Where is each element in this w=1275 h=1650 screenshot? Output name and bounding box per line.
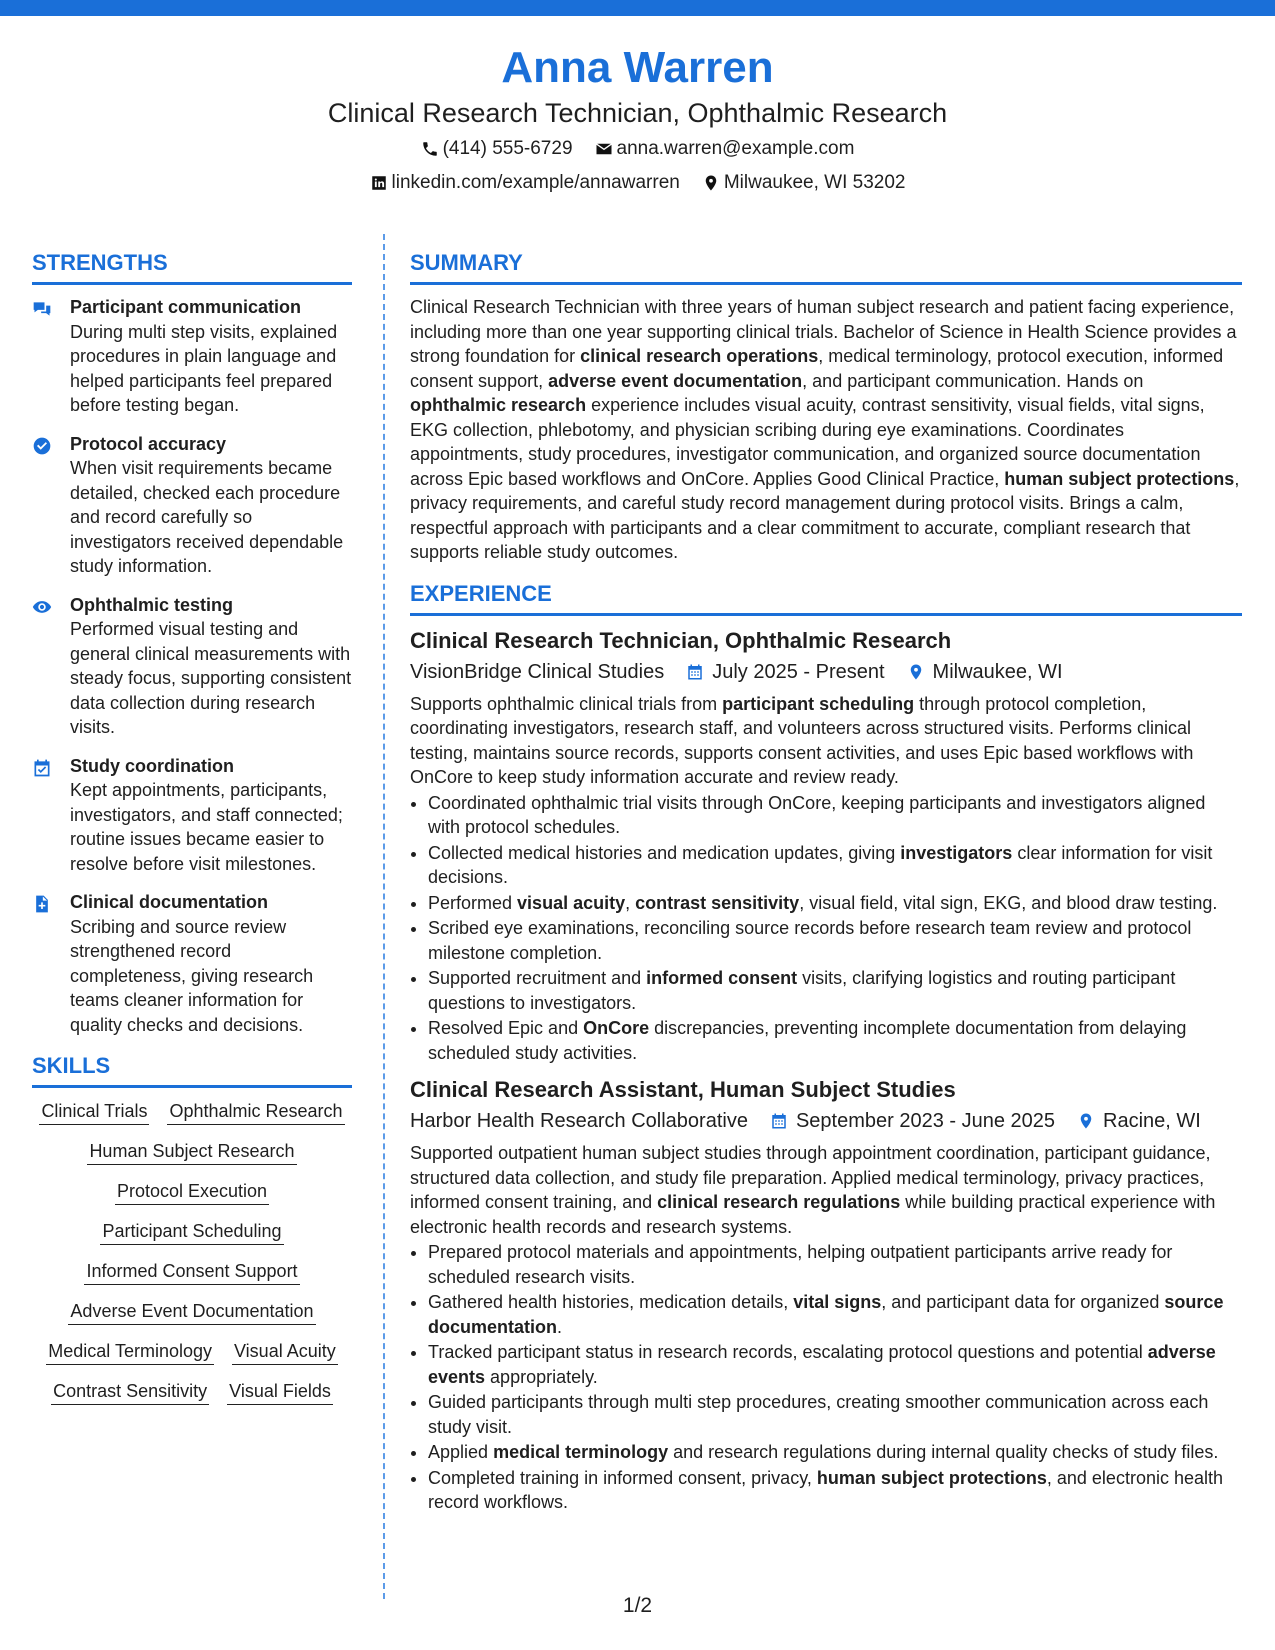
bold-text: OnCore	[583, 1018, 650, 1038]
strength-item	[32, 593, 352, 740]
skill-tag: Human Subject Research	[87, 1138, 296, 1165]
bullet-item	[428, 966, 1242, 1015]
bold-text: participant scheduling	[722, 693, 915, 714]
email-contact[interactable]	[595, 134, 855, 164]
bold-text: vital signs	[793, 1292, 882, 1312]
text-segment: Gathered health histories, medication details,	[428, 1292, 794, 1312]
text-segment: Scribed eye examinations, reconciling source records before research team review and protocol milestone completion.	[428, 918, 1192, 963]
bold-text: adverse event documentation	[548, 370, 803, 391]
skill-tag: Adverse Event Documentation	[68, 1298, 315, 1325]
bullet-item	[428, 1340, 1242, 1389]
candidate-name: Anna Warren	[501, 43, 774, 92]
skill-tag: Visual Acuity	[232, 1338, 338, 1365]
skill-tag: Protocol Execution	[115, 1178, 269, 1205]
experience-heading: EXPERIENCE	[410, 579, 1242, 616]
file-plus-icon	[32, 894, 52, 914]
candidate-title: Clinical Research Technician, Ophthalmic Research	[327, 98, 948, 128]
page-number: 1/2	[622, 1594, 653, 1617]
bold-text: informed consent	[646, 968, 798, 988]
bullet-item	[428, 1240, 1242, 1289]
text-segment: Clinical Research Technician with three years of human subject research and patient facing experience, including more than one year supporting clinical trials. Bachelor of Science in Health Science provides a strong foundation for	[410, 297, 1237, 366]
bullet-item	[428, 916, 1242, 965]
summary-text	[410, 295, 1242, 565]
text-segment: Supported outpatient human subject studies through appointment coordination, participant guidance, structured data collection, and study file preparation. Applied medical terminology, privacy practices, informed consent training, and	[410, 1143, 1211, 1212]
bold-text: human subject protections	[1004, 468, 1235, 489]
job-meta	[410, 656, 1242, 688]
job-company: Harbor Health Research Collaborative	[410, 1110, 748, 1132]
phone-text: (414) 555-6729	[442, 138, 573, 159]
summary-heading: SUMMARY	[410, 248, 1242, 285]
check-circle-icon	[32, 436, 52, 456]
job-dates: September 2023 - June 2025	[795, 1110, 1056, 1132]
job-title: Clinical Research Technician, Ophthalmic Research	[410, 627, 952, 653]
text-segment: Resolved Epic and	[428, 1018, 584, 1038]
job-bullets	[410, 791, 1242, 1066]
envelope-icon	[595, 140, 613, 158]
strength-title: Participant communication	[70, 297, 302, 317]
strengths-heading: STRENGTHS	[32, 248, 352, 285]
strength-text: During multi step visits, explained procedures in plain language and helped participants feel prepared before testing began.	[70, 321, 338, 415]
calendar-icon	[770, 1112, 788, 1130]
contact-row-2	[0, 168, 1275, 198]
text-segment: , visual field, vital sign, EKG, and blood draw testing.	[799, 892, 1218, 913]
phone-icon	[421, 140, 439, 158]
strength-item	[32, 295, 352, 418]
text-segment: Prepared protocol materials and appointments, helping outpatient participants arrive ready for scheduled research visits.	[428, 1242, 1173, 1287]
strength-item	[32, 432, 352, 579]
bullet-item	[428, 1290, 1242, 1339]
text-segment: clear information for visit decisions.	[428, 842, 1213, 887]
job-location: Racine, WI	[1103, 1110, 1201, 1132]
skill-tag: Visual Fields	[227, 1378, 333, 1405]
bullet-item	[428, 841, 1242, 890]
job-dates: July 2025 - Present	[712, 660, 885, 683]
calendar-check-icon	[32, 758, 52, 778]
strength-text: Performed visual testing and general clinical measurements with steady focus, supporting consistent data collection during research visits.	[70, 619, 352, 737]
text-segment: .	[557, 1316, 563, 1337]
map-pin-icon	[1077, 1112, 1095, 1130]
skills-list	[32, 1098, 352, 1405]
job-location: Milwaukee, WI	[932, 660, 1063, 683]
bold-text: ophthalmic research	[410, 395, 587, 415]
bold-text: source documentation	[428, 1292, 1224, 1337]
text-segment: and research regulations during internal quality checks of study files.	[668, 1442, 1219, 1462]
strength-text: When visit requirements became detailed, checked each procedure and record carefully so investigators received dependable study information.	[70, 458, 344, 576]
email-text[interactable]: anna.warren@example.com	[616, 138, 855, 159]
strength-item	[32, 754, 352, 877]
phone-contact	[421, 134, 573, 164]
contact-row-1	[0, 134, 1275, 164]
skill-tag: Contrast Sensitivity	[51, 1378, 209, 1405]
bold-text: clinical research operations	[580, 346, 819, 366]
text-segment: , and electronic health record workflows.	[428, 1467, 1224, 1512]
job-bullets	[410, 1240, 1242, 1515]
text-segment: , privacy requirements, and careful study record management during protocol visits. Brings a calm, respectful approach with participants and a clear commitment to accurate, compliant research that supports reliable study outcomes.	[410, 468, 1240, 562]
calendar-icon	[686, 663, 704, 681]
text-segment: while building practical experience with electronic health records and research systems.	[410, 1192, 1216, 1237]
skill-tag: Ophthalmic Research	[167, 1098, 344, 1125]
text-segment: Performed	[428, 892, 518, 913]
text-segment: Tracked participant status in research records, escalating protocol questions and potential	[428, 1342, 1148, 1362]
strength-item	[32, 890, 352, 1037]
column-divider	[383, 234, 385, 1599]
job-entry	[410, 626, 1242, 1066]
resume-header	[0, 40, 1275, 198]
text-segment: experience includes visual acuity, contrast sensitivity, visual fields, vital signs, EKG collection, phlebotomy, and physician scribing during eye examinations. Coordinates appointments, study procedures, investigator communication, and organized source documentation across Epic based workflows and OnCore. Applies Good Clinical Practice,	[410, 395, 1205, 489]
linkedin-contact[interactable]	[370, 168, 680, 198]
text-segment: Collected medical histories and medication updates, giving	[428, 842, 901, 863]
strength-title: Clinical documentation	[70, 892, 269, 912]
bullet-item	[428, 791, 1242, 840]
text-segment: Coordinated ophthalmic trial visits through OnCore, keeping participants and investigators aligned with protocol schedules.	[428, 792, 1206, 837]
bold-text: adverse events	[428, 1342, 1216, 1387]
text-segment: visits, clarifying logistics and routing participant questions to investigators.	[428, 968, 1176, 1013]
location-contact	[702, 168, 906, 198]
text-segment: Supported recruitment and	[428, 968, 647, 988]
linkedin-text[interactable]: linkedin.com/example/annawarren	[391, 172, 680, 193]
skills-heading: SKILLS	[32, 1051, 352, 1088]
text-segment: , medical terminology, protocol execution, informed consent support,	[410, 346, 1224, 391]
text-segment: appropriately.	[485, 1366, 598, 1387]
strength-title: Ophthalmic testing	[70, 594, 234, 615]
skill-tag: Participant Scheduling	[100, 1218, 283, 1245]
text-segment: Supports ophthalmic clinical trials from	[410, 693, 723, 714]
text-segment: ,	[625, 892, 636, 913]
linkedin-icon	[370, 174, 388, 192]
text-segment: , and participant data for organized	[881, 1292, 1165, 1312]
skill-tag: Medical Terminology	[46, 1338, 214, 1365]
job-entry	[410, 1075, 1242, 1515]
bullet-item	[428, 1016, 1242, 1065]
chat-icon	[32, 299, 52, 319]
text-segment: Applied	[428, 1442, 494, 1462]
bold-text: investigators	[900, 842, 1013, 863]
job-description	[410, 692, 1242, 790]
strength-title: Protocol accuracy	[70, 433, 227, 454]
job-title: Clinical Research Assistant, Human Subject Studies	[410, 1077, 956, 1102]
strength-text: Kept appointments, participants, investigators, and staff connected; routine issues became easier to resolve before visit milestones.	[70, 780, 343, 874]
bold-text: human subject protections	[816, 1467, 1047, 1488]
left-column	[32, 248, 352, 1405]
text-segment: Guided participants through multi step procedures, creating smoother communication across each study visit.	[428, 1392, 1209, 1437]
job-meta	[410, 1105, 1242, 1137]
bold-text: clinical research regulations	[657, 1192, 901, 1212]
right-column	[410, 248, 1242, 1515]
map-pin-icon	[907, 663, 925, 681]
bold-text: medical terminology	[493, 1442, 669, 1462]
map-pin-icon	[702, 174, 720, 192]
job-description	[410, 1141, 1242, 1239]
bold-text: visual acuity	[517, 892, 626, 913]
text-segment: , and participant communication. Hands on	[802, 370, 1144, 391]
skill-tag: Informed Consent Support	[84, 1258, 299, 1285]
bullet-item	[428, 1440, 1242, 1465]
location-text: Milwaukee, WI 53202	[723, 172, 906, 193]
job-company: VisionBridge Clinical Studies	[410, 660, 665, 683]
bullet-item	[428, 1390, 1242, 1439]
bold-text: contrast sensitivity	[635, 892, 800, 913]
strength-title: Study coordination	[70, 755, 234, 776]
eye-icon	[32, 597, 52, 617]
skill-tag: Clinical Trials	[39, 1098, 149, 1125]
text-segment: through protocol completion, coordinating investigators, research staff, and volunteers across structured visits. Performs clinical testing, maintains source records, supports consent activities, and uses Epic based workflows with OnCore to keep study information accurate and review ready.	[410, 693, 1194, 787]
text-segment: discrepancies, preventing incomplete documentation from delaying scheduled study activities.	[428, 1018, 1187, 1063]
bullet-item	[428, 1466, 1242, 1515]
bullet-item	[428, 891, 1242, 916]
top-accent-bar	[0, 0, 1275, 16]
strength-text: Scribing and source review strengthened record completeness, giving research teams cleaner information for quality checks and decisions.	[70, 916, 314, 1035]
text-segment: Completed training in informed consent, privacy,	[428, 1467, 817, 1488]
